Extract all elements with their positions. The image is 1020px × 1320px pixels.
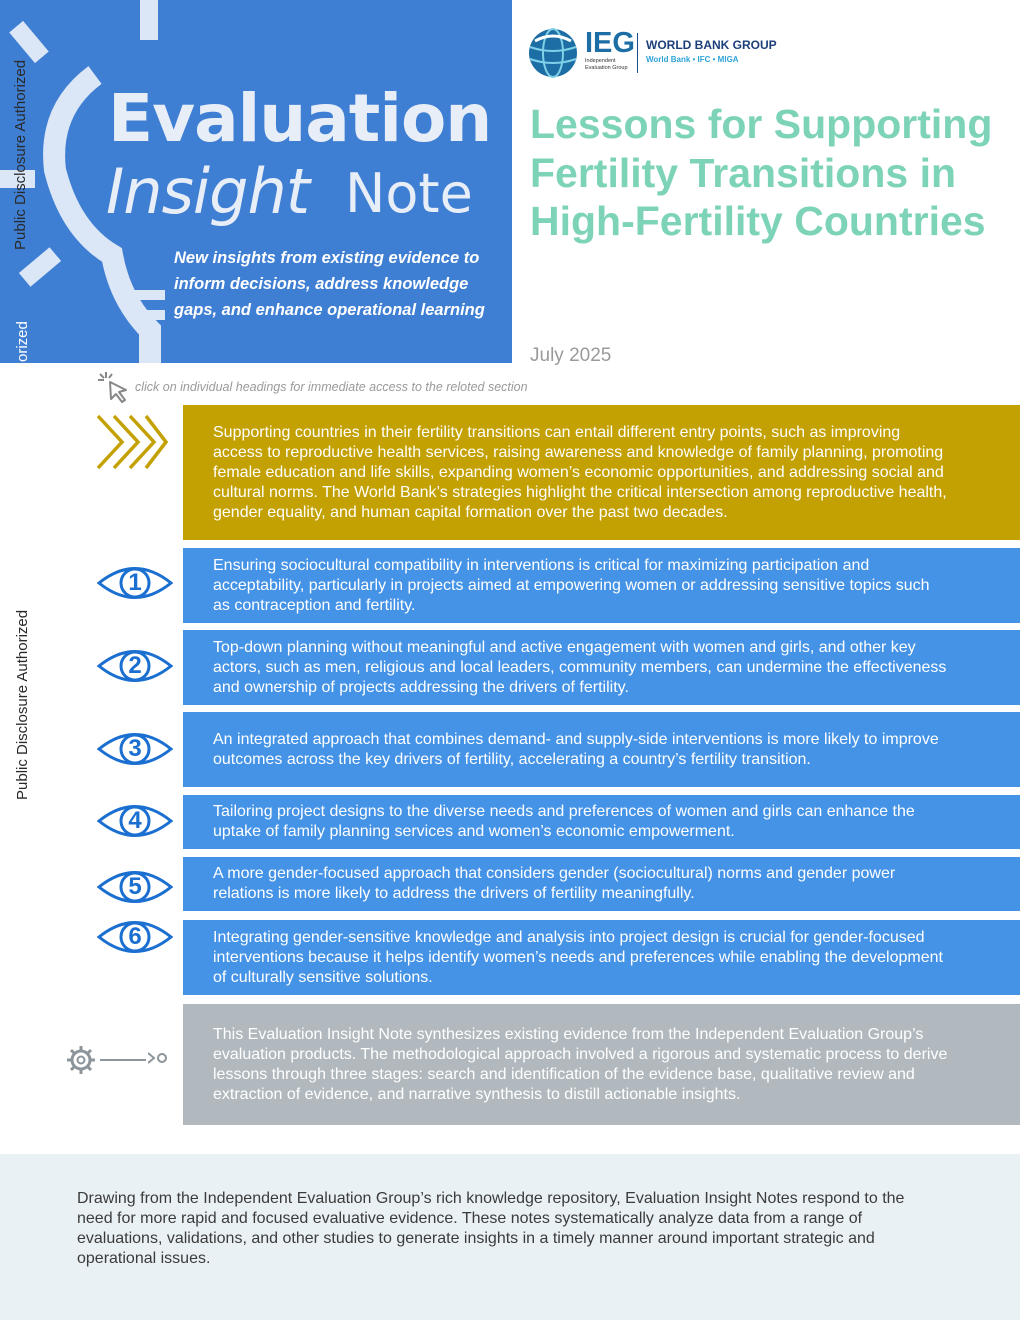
- lesson-number: 3: [128, 735, 142, 762]
- gear-arrow-icon: [66, 1042, 146, 1078]
- publication-date: July 2025: [530, 345, 612, 366]
- world-bank-group-subtitle: World Bank • IFC • MIGA: [646, 55, 739, 64]
- intro-section-link[interactable]: [183, 405, 1020, 540]
- lesson-number: 4: [128, 807, 142, 834]
- ieg-subtitle: Independent Evaluation Group: [585, 58, 628, 71]
- world-bank-group-wordmark: WORLD BANK GROUP: [646, 38, 777, 52]
- lesson-text: Integrating gender-sensitive knowledge and analysis into project design is crucial for gender-focused interventions because it helps identify women’s needs and preferences while enabling the development of culturally sensitive solutions.: [213, 928, 943, 986]
- lesson-3-link[interactable]: [183, 712, 1020, 787]
- methodology-section-link[interactable]: [183, 1004, 1020, 1125]
- pointer-click-icon: [96, 370, 132, 406]
- footer-text: Drawing from the Independent Evaluation Group’s rich knowledge repository, Evaluation Insight Notes respond to the need for more rapid and focused evaluative evidence. These notes systematically analyze data from a range of evaluations, validations, and other studies to generate insights in a timely manner around important strategic and operational issues.: [77, 1190, 905, 1267]
- logo-divider: [637, 33, 638, 73]
- footer-panel: [0, 1154, 1020, 1320]
- lesson-4-link[interactable]: [183, 795, 1020, 849]
- lesson-number: 2: [128, 652, 142, 679]
- navigation-hint: click on individual headings for immediate access to the reloted section: [135, 380, 528, 394]
- disclosure-stamp-fragment: orized: [14, 321, 31, 362]
- lesson-text: A more gender-focused approach that considers gender (sociocultural) norms and gender power relations is more likely to address the drivers of fertility meaningfully.: [213, 865, 896, 902]
- lesson-2-link[interactable]: [183, 630, 1020, 705]
- hero-tagline: New insights from existing evidence to inform decisions, address knowledge gaps, and enhance operational learning: [174, 249, 485, 319]
- lesson-text: Ensuring sociocultural compatibility in interventions is critical for maximizing participation and acceptability, particularly in projects aimed at empowering women or addressing sensitive topics such as contraception and fertility.: [213, 556, 930, 614]
- hero-banner: [0, 0, 512, 363]
- arrow-head-icon: [148, 1051, 168, 1067]
- disclosure-stamp: Public Disclosure Authorized: [14, 609, 31, 800]
- lesson-text: Tailoring project designs to the diverse needs and preferences of women and girls can enhance the uptake of family planning services and women’s economic empowerment.: [213, 803, 915, 840]
- lesson-1-link[interactable]: [183, 548, 1020, 623]
- chevrons-right-icon: [96, 412, 168, 472]
- disclosure-stamp: Public Disclosure Authorized: [12, 59, 29, 250]
- lesson-number: 5: [128, 873, 142, 900]
- page-title: Lessons for Supporting Fertility Transitions in High-Fertility Countries: [530, 101, 993, 244]
- brand-evaluation: Evaluation: [108, 80, 492, 157]
- lesson-5-link[interactable]: [183, 857, 1020, 911]
- brand-note: Note: [345, 162, 473, 225]
- lesson-number: 6: [128, 923, 142, 950]
- methodology-text: This Evaluation Insight Note synthesizes existing evidence from the Independent Evaluation Group’s evaluation products. The methodological approach involved a rigorous and systematic process to derive lessons through three stages: search and identification of the evidence base, qualitative review and extraction of evidence, and narrative synthesis to distill actionable insights.: [213, 1025, 948, 1103]
- globe-icon: [527, 27, 579, 79]
- ieg-wordmark: IEG: [585, 27, 635, 59]
- ieg-logo: [527, 27, 787, 79]
- lesson-number: 1: [128, 569, 142, 596]
- brand-insight: Insight: [106, 155, 310, 228]
- lesson-text: Top-down planning without meaningful and active engagement with women and girls, and other key actors, such as men, religious and local leaders, community members, can undermine the effectiveness and ownership of projects addressing the drivers of fertility.: [213, 638, 947, 696]
- intro-text: Supporting countries in their fertility transitions can entail different entry points, such as improving access to reproductive health services, raising awareness and knowledge of family planning, promoting female education and life skills, expanding women’s economic opportunities, and addressing social and cultural norms. The World Bank’s strategies highlight the critical intersection among reproductive health, gender equality, and human capital formation over the past two decades.: [213, 423, 947, 521]
- lesson-text: An integrated approach that combines demand- and supply-side interventions is more likely to improve outcomes across the key drivers of fertility, accelerating a country’s fertility transition.: [213, 730, 939, 768]
- lesson-6-link[interactable]: [183, 920, 1020, 995]
